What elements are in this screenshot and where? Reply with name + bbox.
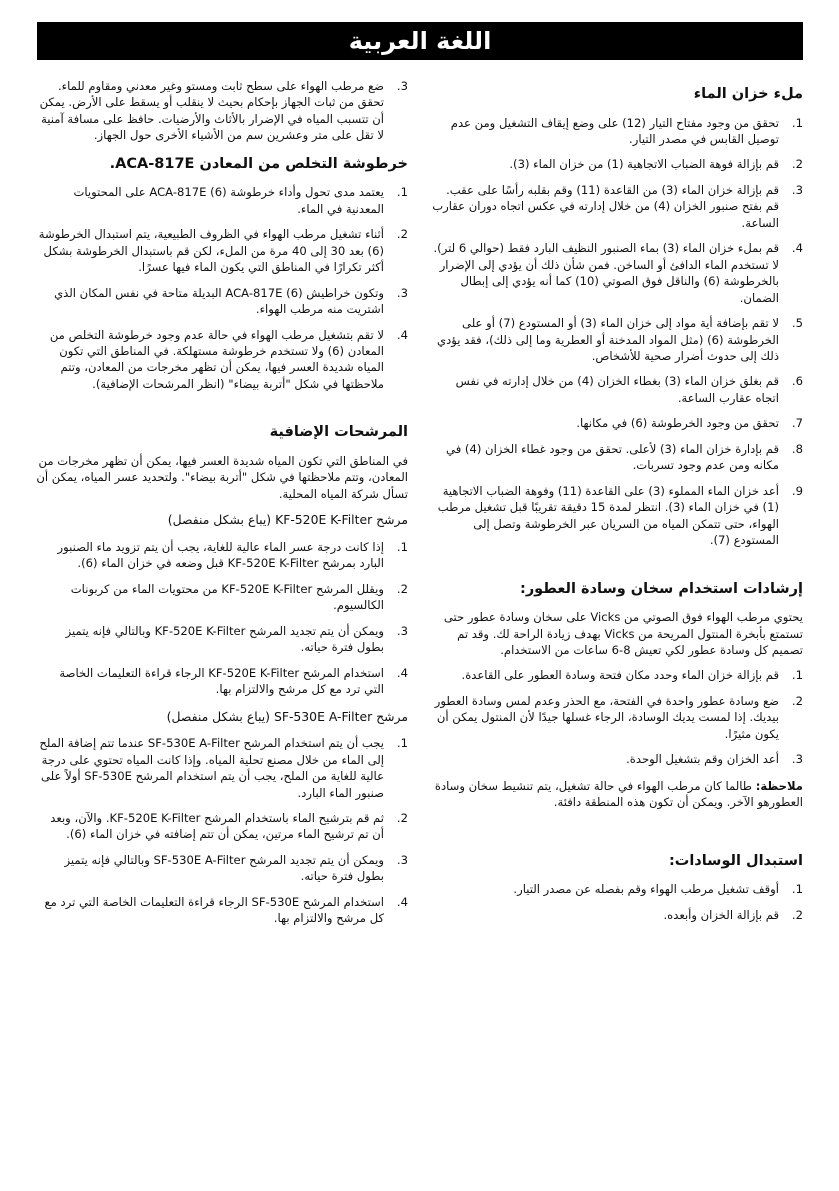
item-number: 2. [396, 810, 408, 825]
list-item [431, 881, 803, 897]
item-text: ثم قم بترشيح الماء باستخدام المرشح KF-520E K-Filter. والآن، وبعد أن تم ترشيح الماء مرتين، يمكن أن تتم إضافته في خزان الماء (6). [50, 810, 384, 842]
item-number: 3. [791, 182, 803, 197]
left-column [36, 78, 408, 937]
item-text: أعد خزان الماء المملوء (3) على القاعدة (11) وفوهة الضباب الاتجاهية (1) في خزان الماء (3). انتظر لمدة 15 دقيقة تقريبًا قبل تشغيل مرطب الهواء، حتى تتمكن المياه من السريان عبر الخرطوشة وتصل إلى المستودع (7). [437, 483, 779, 548]
item-text: يجب أن يتم استخدام المرشح SF-530E A-Filter عندما تتم إضافة الملح إلى الماء من خلال مصنع تحلية المياه. وإذا كانت المياه تحتوي على درجة عالية للغاية من الملح، يجب أن يتم استخدام المرشح SF-530E أولاً على صنبور الماء البارد. [39, 736, 384, 800]
item-text: قم بملء خزان الماء (3) بماء الصنبور النظيف البارد فقط (حوالي 6 لتر). لا تستخدم الماء الدافئ أو الساخن. فمن شأن ذلك أن يؤدي إلى الإضرار بالخرطوشة (6) والناقل فوق الصوتي (10) كما أنه يؤدي إلى إبطال الضمان. [433, 241, 779, 305]
item-text: استخدام المرشح KF-520E K-Filter الرجاء قراءة التعليمات الخاصة التي ترد مع كل مرشح والالتزام بها. [59, 665, 384, 697]
k-filter-list [36, 539, 408, 698]
item-number: 3. [396, 623, 408, 638]
item-number: 4. [396, 327, 408, 342]
item-text: يعتمد مدى تحول وأداء خرطوشة (ACA-817E (6 على المحتويات المعدنية في الماء. [73, 185, 384, 216]
item-text: وتكون خراطيش (ACA-817E (6 البديلة متاحة في نفس المكان الذي اشتريت منه مرطب الهواء. [54, 285, 384, 317]
item-text: استخدام المرشح SF-530E الرجاء قراءة التعليمات الخاصة التي ترد مع كل مرشح والالتزام بها. [44, 894, 384, 926]
item-text: لا تقم بإضافة أية مواد إلى خزان الماء (3) أو المستودع (7) أو على الخرطوشة (6) (مثل المواد المدخنة أو العطرية وما إلى ذلك)، فقد يؤدي ذلك إلى حدوث أضرار صحية للأشخاص. [437, 316, 779, 364]
item-text: قم بإزالة فوهة الضباب الاتجاهية (1) من خزان الماء (3). [509, 157, 779, 172]
item-text: قم بإزالة خزان الماء وحدد مكان فتحة وسادة العطور على القاعدة. [461, 668, 779, 683]
item-number: 1. [396, 185, 408, 200]
list-item [36, 894, 408, 927]
item-number: 3. [396, 852, 408, 867]
k-filter-title: مرشح KF-520E K-Filter (يباع بشكل منفصل) [167, 512, 408, 528]
item-text: تحقق من وجود مفتاح التيار (12) على وضع إيقاف التشغيل ومن عدم توصيل القابس في مصدر التيار. [450, 115, 779, 147]
scent-pads-note [431, 778, 803, 811]
list-item [36, 852, 408, 885]
item-text: قم بإدارة خزان الماء (3) لأعلى. تحقق من وجود غطاء الخزان (4) في مكانه ومن عدم وجود تسربات. [446, 441, 779, 473]
list-item [36, 539, 408, 572]
list-item [36, 327, 408, 393]
replace-pads-list [431, 881, 803, 923]
item-number: 1. [791, 115, 803, 130]
item-number: 3. [396, 285, 408, 300]
language-header-bar [37, 22, 803, 60]
scent-pads-heading: إرشادات استخدام سخان وسادة العطور: [520, 580, 803, 597]
item-text: إذا كانت درجة عسر الماء عالية للغاية، يجب أن يتم تزويد ماء الصنبور البارد بمرشح KF-520E K-Filter قبل وضعه في خزان الماء (6). [57, 539, 384, 571]
item-text: قم بغلق خزان الماء (3) بغطاء الخزان (4) من خلال إدارته في نفس اتجاه عقارب الساعة. [455, 374, 779, 405]
list-item [36, 78, 408, 144]
list-item [431, 240, 803, 306]
right-column [431, 78, 803, 933]
item-number: 4. [791, 241, 803, 256]
fill-tank-heading: ملء خزان الماء [693, 86, 803, 102]
a-filter-title: مرشح SF-530E A-Filter (يباع بشكل منفصل) [166, 708, 408, 724]
extra-filters-heading: المرشحات الإضافية [269, 424, 408, 441]
item-number: 7. [791, 416, 803, 431]
fill-tank-list [431, 115, 803, 549]
item-text: ويمكن أن يتم تجديد المرشح SF-530E A-Filter وبالتالي فإنه يتميز بطول فترة حياته. [64, 852, 384, 884]
item-number: 6. [791, 374, 803, 389]
list-item [36, 735, 408, 801]
item-number: 2. [396, 581, 408, 596]
replace-pads-heading: استبدال الوسادات: [668, 852, 803, 869]
scent-pads-intro: يحتوي مرطب الهواء فوق الصوتي من Vicks على سخان وسادة عطور حتى تستمتع بأبخرة المنتول المريحة من Vicks بهدف زيادة الراحة لك. وقد تم تصميم كل وسادة عطور لكي تعيش 8-6 ساعات من الاستخدام. [443, 610, 803, 658]
list-item [431, 751, 803, 767]
list-item [431, 415, 803, 431]
list-item [431, 182, 803, 231]
scent-pads-list [431, 667, 803, 767]
item-number: 2. [791, 693, 803, 708]
item-text: قم بإزالة الخزان وأبعده. [663, 907, 779, 922]
item-text: ضع مرطب الهواء على سطح ثابت ومستو وغير معدني ومقاوم للماء. تحقق من ثبات الجهاز بإحكام بحيث لا ينقلب أو يسقط على الأرض. يمكن أن تتسبب المياه في الإضرار بالأثاث والأرضيات. حافظ على مسافة آمنية لا تقل على متر وعشرين سم من الأشياء الأخرى حول الجهاز. [39, 79, 384, 143]
item-number: 2. [791, 157, 803, 172]
item-number: 1. [396, 539, 408, 554]
item-text: ويقلل المرشح KF-520E K-Filter من محتويات الماء من كربونات الكالسيوم. [70, 581, 384, 613]
item-number: 4. [396, 665, 408, 680]
list-item [431, 693, 803, 742]
item-number: 9. [791, 483, 803, 498]
note-label: ملاحظة: [755, 778, 803, 793]
note-text: طالما كان مرطب الهواء في حالة تشغيل، يتم تنشيط سخان وسادة العطورهو الآخر. ويمكن أن تكون هذه المنطقة دافئة. [434, 778, 803, 810]
item-number: 2. [791, 907, 803, 922]
item-text: لا تقم بتشغيل مرطب الهواء في حالة عدم وجود خرطوشة التخلص من المعادن (6) ولا تستخدم خرطوشة مستهلكة. في المناطق التي تكون المياه شديدة العسر فيها، يمكن أن تظهر مخرجات من المعادن، وتتم ملاحظتها في شكل "أتربة بيضاء" (انظر المرشحات الإضافية). [49, 327, 384, 391]
list-item [36, 226, 408, 275]
item-text: قم بإزالة خزان الماء (3) من القاعدة (11) وقم بقلبه رأسًا على عقب. قم بفتح صنبور الخزان (4) من خلال إدارته في عكس اتجاه دوران عقارب الساعة. [432, 182, 779, 230]
item-number: 5. [791, 316, 803, 331]
item-number: 1. [396, 736, 408, 751]
list-item [431, 483, 803, 549]
list-item [431, 441, 803, 474]
demineral-list [36, 184, 408, 392]
demineral-heading: خرطوشة التخلص من المعادن ACA-817E. [109, 155, 408, 172]
list-item [431, 115, 803, 148]
item-text: أوقف تشغيل مرطب الهواء وقم بفصله عن مصدر التيار. [513, 882, 779, 897]
a-filter-list [36, 735, 408, 927]
item-text: أعد الخزان وقم بتشغيل الوحدة. [626, 752, 779, 767]
item-number: 8. [791, 441, 803, 456]
list-item [36, 665, 408, 698]
list-item [36, 581, 408, 614]
list-item [36, 623, 408, 656]
item-number: 3. [396, 79, 408, 93]
item-number: 4. [396, 894, 408, 909]
extra-filters-intro: في المناطق التي تكون المياه شديدة العسر فيها، يمكن أن تظهر مخرجات من المعادن، وتتم ملاحظتها في شكل "أتربة بيضاء". ولتحديد عسر المياه، يمكن أن تسأل شركة المياه المحلية. [36, 453, 408, 501]
item-number: 1. [791, 668, 803, 683]
placement-list [36, 78, 408, 144]
item-text: ويمكن أن يتم تجديد المرشح KF-520E K-Filter وبالتالي فإنه يتميز بطول فترة حياته. [65, 623, 384, 655]
item-number: 1. [791, 882, 803, 897]
list-item [431, 156, 803, 172]
list-item [36, 810, 408, 843]
language-title: اللغة العربية [348, 27, 492, 55]
item-text: أثناء تشغيل مرطب الهواء في الظروف الطبيعية، يتم استبدال الخرطوشة (6) بعد 30 إلى 40 مرة من الملء، لكن قم باستبدال الخرطوشة بشكل أكثر تكرارًا في المناطق التي يكون الماء فيها عسرًا. [38, 227, 384, 275]
item-number: 2. [396, 227, 408, 242]
item-number: 3. [791, 752, 803, 767]
list-item [431, 373, 803, 406]
item-text: تحقق من وجود الخرطوشة (6) في مكانها. [576, 416, 779, 431]
item-text: ضع وسادة عطور واحدة في الفتحة، مع الحذر وعدم لمس وسادة العطور بيديك. إذا لمست يديك الوسادة، الرجاء غسلها جيدًا لأن المنتول يمكن أن يكون مثيرًا. [434, 693, 779, 741]
list-item [431, 907, 803, 923]
list-item [36, 184, 408, 217]
list-item [36, 285, 408, 318]
list-item [431, 315, 803, 364]
list-item [431, 667, 803, 683]
